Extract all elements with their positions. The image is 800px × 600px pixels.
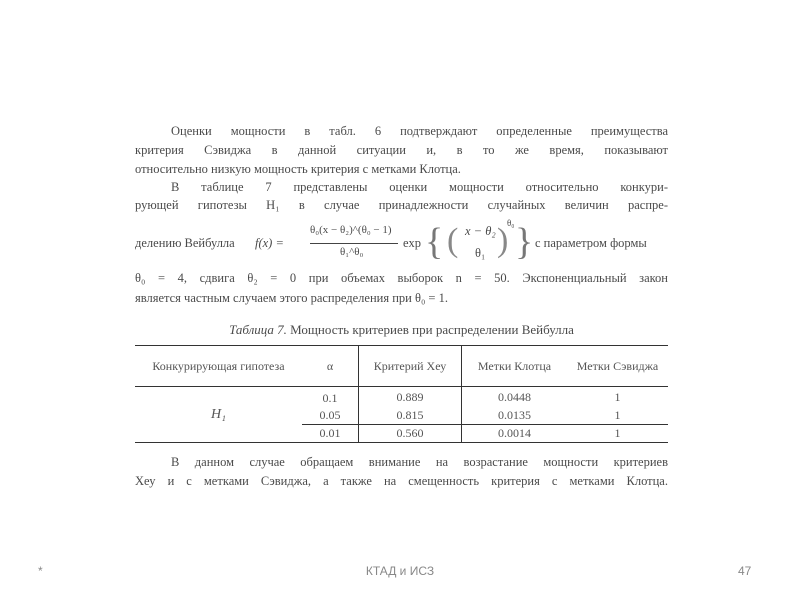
formula-suffix: с параметром формы — [535, 236, 647, 250]
alpha-cell: 0.1 — [302, 387, 359, 408]
alpha-cell: 0.05 — [302, 407, 359, 425]
formula-exp: exp — [403, 236, 422, 250]
hey-cell: 0.889 — [359, 387, 462, 408]
formula-inner-power: θ₀ — [507, 218, 515, 228]
formula-denominator: θ₁^θ₀ — [340, 246, 364, 258]
header-alpha: α — [302, 346, 359, 387]
footer-title: КТАД и ИСЗ — [365, 564, 435, 578]
header-hey: Критерий Хеу — [359, 346, 462, 387]
hey-cell: 0.815 — [359, 407, 462, 425]
header-klotz: Метки Клотца — [462, 346, 568, 387]
formula-inner-denominator: θ₁ — [475, 246, 486, 260]
text-line: относительно низкую мощность критерия с метками Клотца. — [135, 162, 461, 176]
text-line: θ₀ = 4, сдвига θ₂ = 0 при объемах выборок n = 50. Экспоненциальный закон — [135, 271, 668, 285]
klotz-cell: 0.0135 — [498, 408, 531, 422]
page-number: 47 — [738, 564, 752, 578]
formula-numerator: θ₀(x − θ₂)^(θ₀ − 1) — [310, 224, 392, 236]
text-line: критерия Сэвиджа в данной ситуации и, в то же время, показывают — [135, 143, 668, 157]
formula-lhs: f(x) = — [255, 236, 284, 250]
header-savage: Метки Сэвиджа — [567, 346, 668, 387]
alpha-cell: 0.01 — [302, 425, 359, 443]
hey-cell: 0.560 — [359, 425, 462, 443]
caption-text: Мощность критериев при распределении Вейбулла — [290, 322, 574, 337]
footer-asterisk: * — [38, 564, 43, 578]
text-line: является частным случаем этого распределения при θ₀ = 1. — [135, 291, 448, 305]
table-row — [135, 387, 668, 408]
caption-label: Таблица 7. — [229, 322, 287, 337]
power-table — [135, 345, 668, 443]
table-caption — [135, 322, 668, 338]
weibull-formula: делению Вейбулла f(x) = θ₀(x − θ₂)^(θ₀ − 1) θ₁^θ₀ exp { ( x − θ₂ θ₁ ) θ₀ } с параметром формы — [135, 218, 647, 263]
klotz-cell: 0.0448 — [498, 389, 531, 404]
formula-inner-numerator: x − θ₂ — [465, 224, 496, 238]
text-line: рующей гипотезы H₁ в случае принадлежности случайных величин распре- — [135, 198, 668, 212]
text-line: В данном случае обращаем внимание на возрастание мощности критериев — [171, 455, 668, 469]
formula-prefix: делению Вейбулла — [135, 236, 235, 250]
header-hypothesis: Конкурирующая гипотеза — [135, 346, 302, 387]
table-header-row — [135, 346, 668, 387]
klotz-cell: 0.0014 — [498, 426, 531, 440]
text-line: Хеу и с метками Сэвиджа, а также на смещенность критерия с метками Клотца. — [135, 474, 668, 488]
savage-cell: 1 — [614, 426, 621, 440]
hypothesis-cell: H₁ — [135, 387, 302, 443]
savage-cell: 1 — [614, 408, 621, 422]
savage-cell: 1 — [614, 389, 621, 404]
text-line: Оценки мощности в табл. 6 подтверждают определенные преимущества — [171, 124, 668, 138]
text-line: В таблице 7 представлены оценки мощности относительно конкури- — [171, 180, 668, 194]
